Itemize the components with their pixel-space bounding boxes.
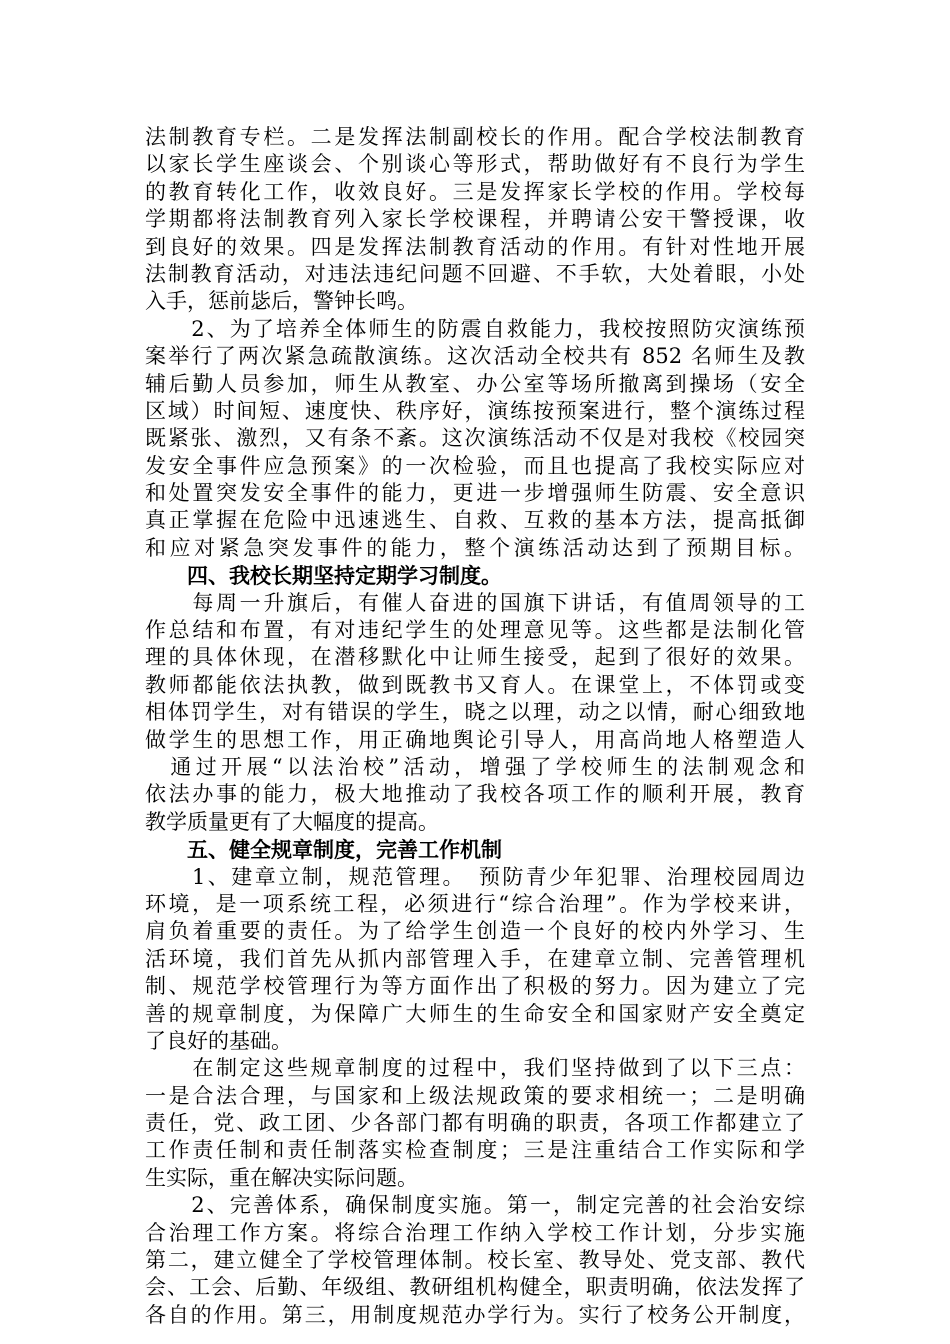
- text-line: 工作责任制和责任制落实检查制度；三是注重结合工作实际和学: [145, 1138, 805, 1163]
- text-line: 善的规章制度，为保障广大师生的生命安全和国家财产安全奠定: [145, 1001, 805, 1026]
- text-line: 发安全事件应急预案》的一次检验，而且也提高了我校实际应对: [145, 453, 805, 478]
- text-line: 真正掌握在危险中迅速逃生、自救、互救的基本方法，提高抵御: [145, 508, 805, 533]
- text-line: 活环境，我们首先从抓内部管理入手，在建章立制、完善管理机: [145, 946, 805, 971]
- text-line: 各自的作用。第三，用制度规范办学行为。实行了校务公开制度，: [145, 1302, 805, 1327]
- text-line: 了良好的基础。: [145, 1028, 292, 1053]
- text-line: 学期都将法制教育列入家长学校课程，并聘请公安干警授课，收: [145, 207, 805, 232]
- text-line: 以家长学生座谈会、个别谈心等形式，帮助做好有不良行为学生: [145, 152, 805, 177]
- text-line: 责任，党、政工团、少各部门都有明确的职责，各项工作都建立了: [145, 1111, 805, 1136]
- text-line: 辅后勤人员参加，师生从教室、办公室等场所撤离到操场（安全: [145, 371, 805, 396]
- text-line: 环境，是一项系统工程，必须进行“综合治理”。作为学校来讲，: [145, 891, 805, 916]
- text-line: 作总结和布置，有对违纪学生的处理意见等。这些都是法制化管: [145, 618, 805, 643]
- text-line: 做学生的思想工作，用正确地舆论引导人，用高尚地人格塑造人: [145, 727, 805, 752]
- text-line: 案举行了两次紧急疏散演练。这次活动全校共有 852 名师生及教: [145, 344, 805, 369]
- text-line: 制、规范学校管理行为等方面作出了积极的努力。因为建立了完: [145, 974, 805, 999]
- text-line: 肩负着重要的责任。为了给学生创造一个良好的校内外学习、生: [145, 919, 805, 944]
- text-line: 通过开展“以法治校”活动，增强了学校师生的法制观念和: [145, 754, 805, 779]
- text-line: 法制教育专栏。二是发挥法制副校长的作用。配合学校法制教育: [145, 125, 805, 149]
- text-line: 既紧张、激烈，又有条不紊。这次演练活动不仅是对我校《校园突: [145, 426, 805, 451]
- text-line: 2、完善体系，确保制度实施。第一，制定完善的社会治安综: [145, 1193, 805, 1218]
- text-line: 和处置突发安全事件的能力，更进一步增强师生防震、安全意识: [145, 481, 805, 506]
- section-heading: 五、健全规章制度，完善工作机制: [145, 837, 502, 863]
- text-line: 一是合法合理，与国家和上级法规政策的要求相统一；二是明确: [145, 1083, 805, 1108]
- text-line: 理的具体休现，在潜移默化中让师生接受，起到了很好的效果。: [145, 645, 805, 670]
- text-line: 每周一升旗后，有催人奋进的国旗下讲话，有值周领导的工: [145, 590, 805, 615]
- document-page: [145, 124, 805, 1329]
- text-line: 第二，建立健全了学校管理体制。校长室、教导处、党支部、教代: [145, 1248, 805, 1273]
- text-line: 和应对紧急突发事件的能力，整个演练活动达到了预期目标。: [145, 535, 805, 560]
- text-line: 教师都能依法执教，做到既教书又育人。在课堂上，不体罚或变: [145, 672, 805, 697]
- section-heading: 四、我校长期坚持定期学习制度。: [145, 563, 502, 589]
- text-line: 的教育转化工作，收效良好。三是发挥家长学校的作用。学校每: [145, 179, 805, 204]
- text-line: 相体罚学生，对有错误的学生，晓之以理，动之以情，耐心细致地: [145, 700, 805, 725]
- text-line: 生实际，重在解决实际问题。: [145, 1165, 418, 1190]
- text-line: 教学质量更有了大幅度的提高。: [145, 809, 439, 834]
- text-line: 依法办事的能力，极大地推动了我校各项工作的顺利开展，教育: [145, 782, 805, 807]
- text-line: 2、为了培养全体师生的防震自救能力，我校按照防灾演练预: [145, 316, 805, 341]
- text-line: 会、工会、后勤、年级组、教研组机构健全，职责明确，依法发挥了: [145, 1275, 805, 1300]
- text-line: 到良好的效果。四是发挥法制教育活动的作用。有针对性地开展: [145, 234, 805, 259]
- text-line: 法制教育活动，对违法违纪问题不回避、不手软，大处着眼，小处: [145, 261, 805, 286]
- text-line: 区域）时间短、速度快、秩序好，演练按预案进行，整个演练过程: [145, 398, 805, 423]
- text-line: 在制定这些规章制度的过程中，我们坚持做到了以下三点：: [145, 1056, 805, 1081]
- text-line: 1、建章立制，规范管理。 预防青少年犯罪、治理校园周边: [145, 864, 805, 889]
- text-line: 入手，惩前毖后，警钟长鸣。: [145, 289, 418, 314]
- text-line: 合治理工作方案。将综合治理工作纳入学校工作计划，分步实施: [145, 1220, 805, 1245]
